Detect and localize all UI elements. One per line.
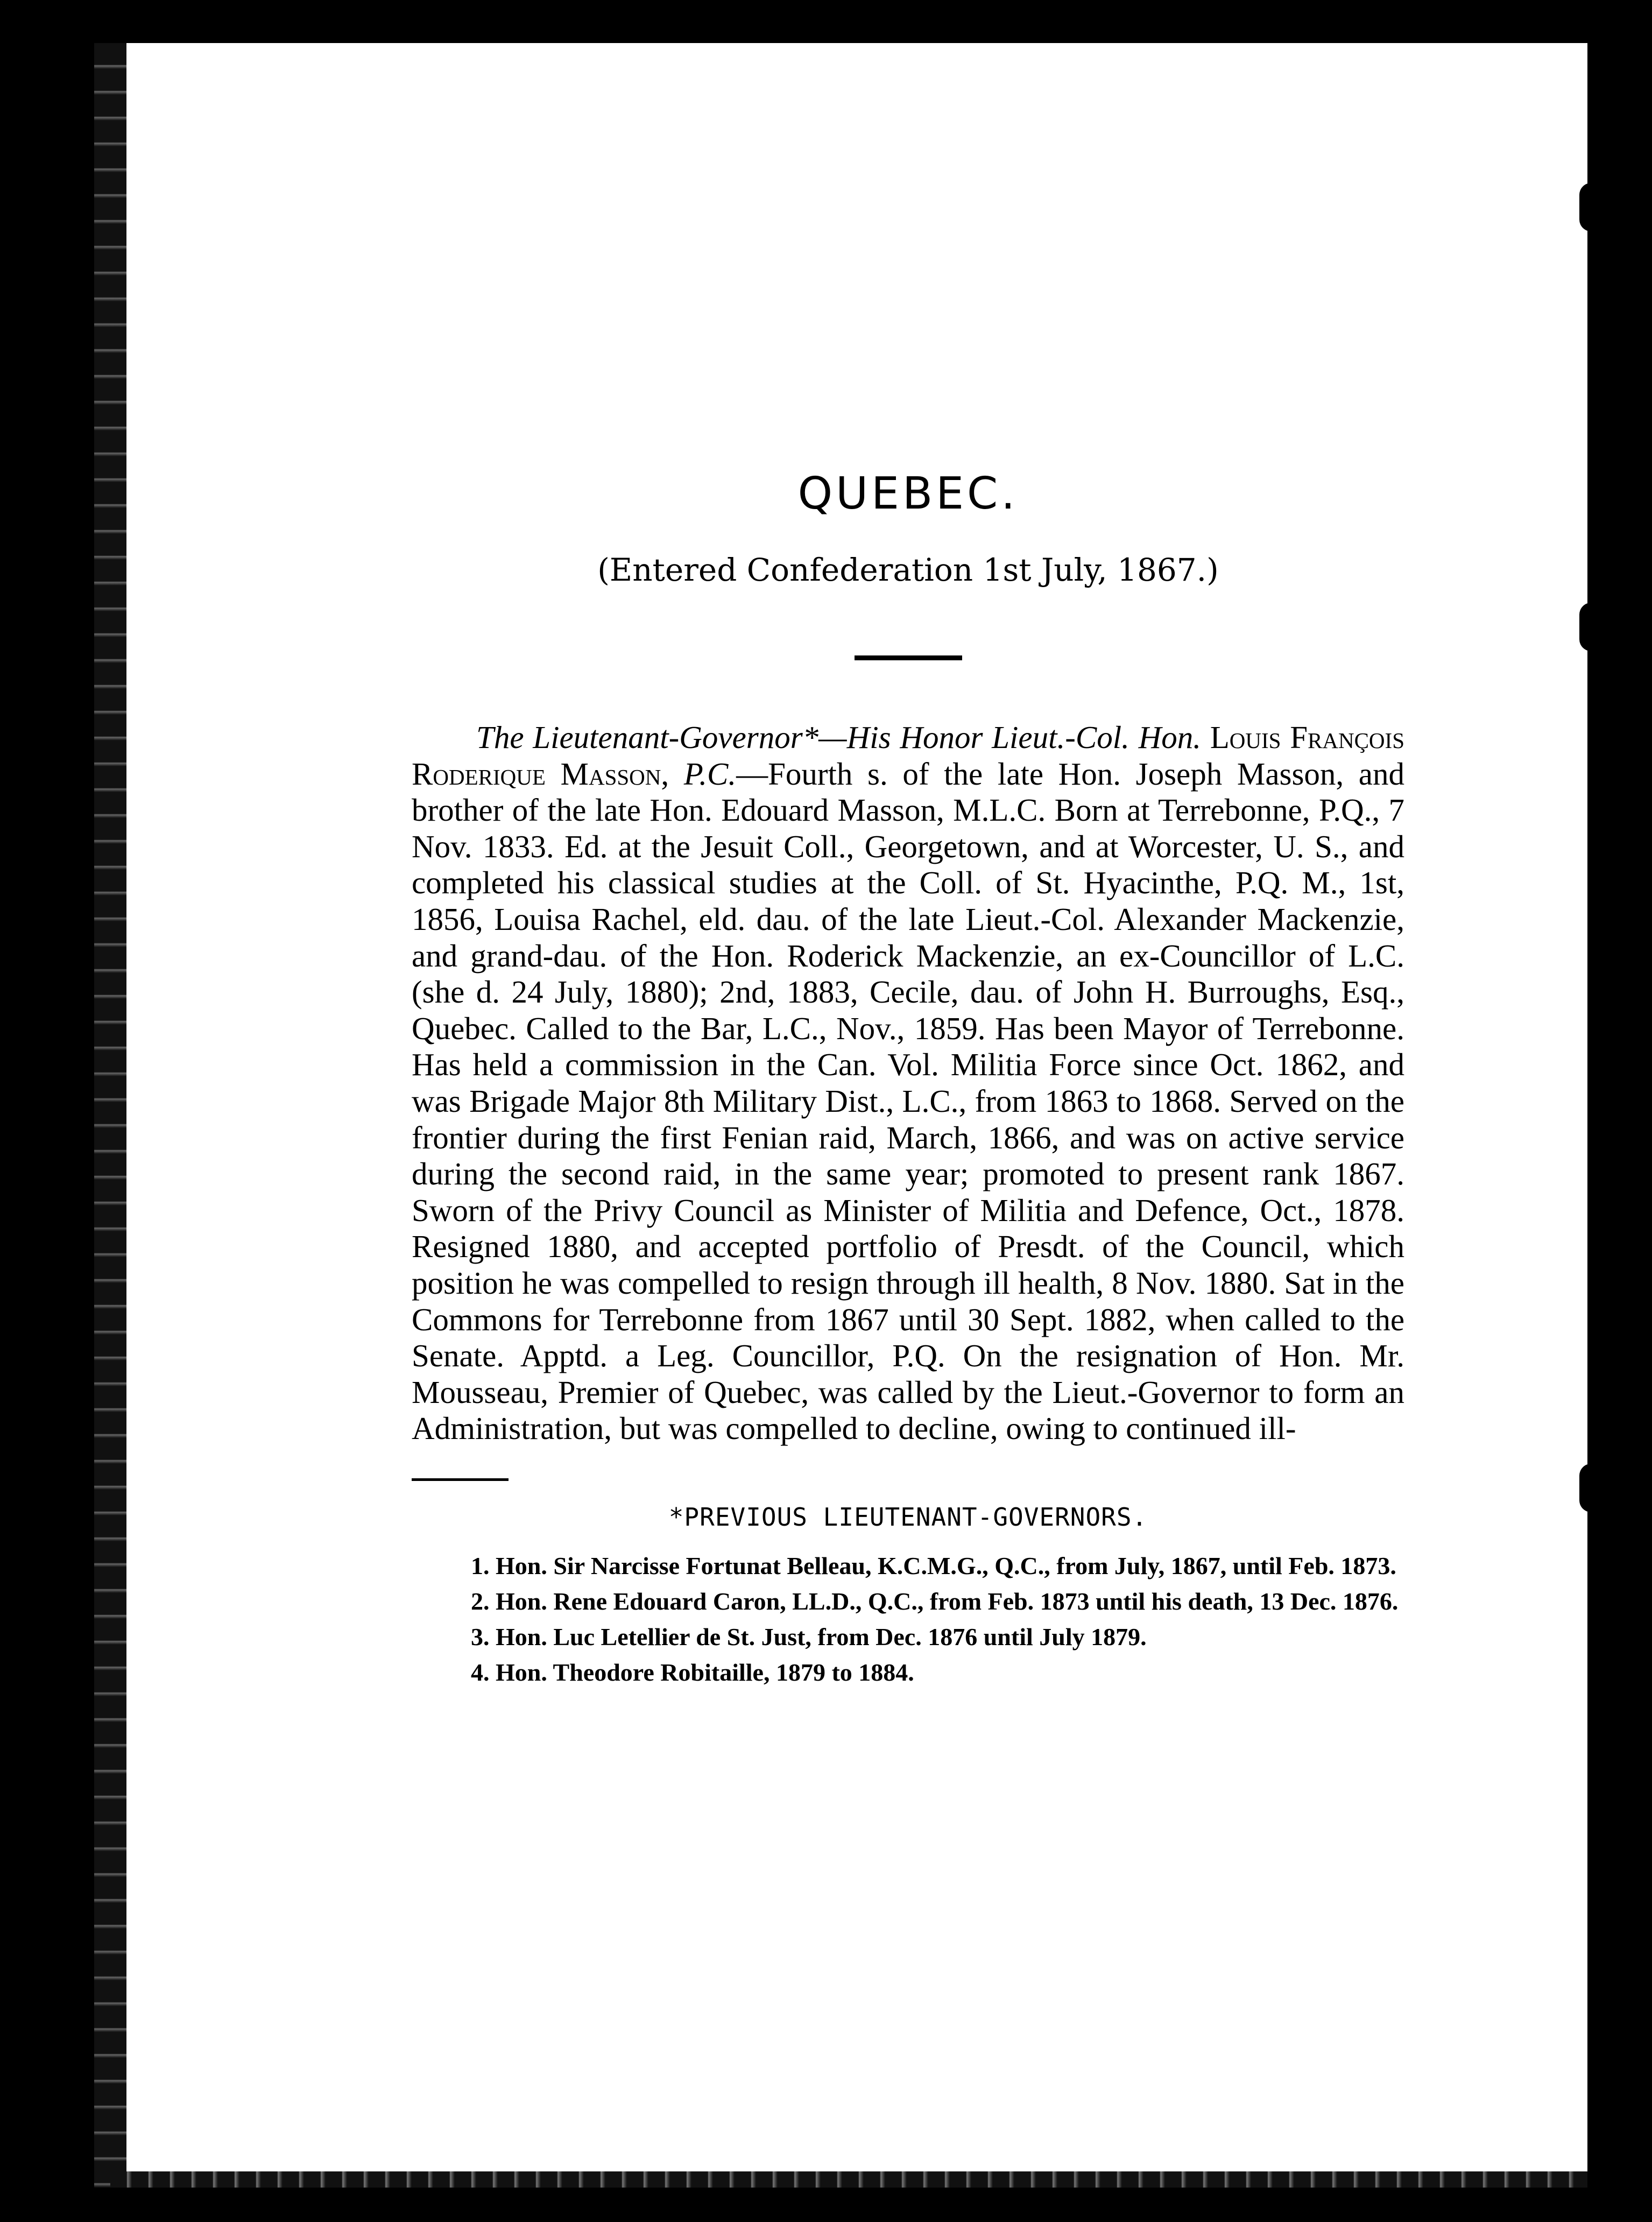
entry-text: —Fourth s. of the late Hon. Joseph Masson, and brother of the late Hon. Edouard Masson, M.L.C. Born at Terrebonne, P.Q., 7 Nov. 1833. Ed. at the Jesuit Coll., Georgetown, and at Worcester, U. S., and completed his classical studies at the Coll. of St. Hyacinthe, P.Q. M., 1st, 1856, Louisa Rachel, eld. dau. of the late Lieut.-Col. Alexander Mackenzie, and grand-dau. of the Hon. Roderick Mackenzie, an ex-Councillor of L.C. (she d. 24 July, 1880); 2nd, 1883, Cecile, dau. of John H. Burroughs, Esq., Quebec. Called to the Bar, L.C., Nov., 1859. Has been Mayor of Terrebonne. Has held a commission in the Can. Vol. Militia Force since Oct. 1862, and was Brigade Major 8th Military Dist., L.C., from 1863 to 1868. Served on the frontier during the first Fenian raid, March, 1866, and was on active service during the second raid, in the same year; promoted to present rank 1867. Sworn of the Privy Council as Minister of Militia and Defence, Oct., 1878. Resigned 1880, and accepted portfolio of Presdt. of the Council, which position he was compelled to resign through ill health, 8 Nov. 1880. Sat in the Commons for Terrebonne from 1867 until 30 Sept. 1882, when called to the Senate. Apptd. a Leg. Councillor, P.Q. On the resignation of Hon. Mr. Mousseau, Premier of Quebec, was called by the Lieut.-Governor to form an Administration, but was compelled to decline, owing to continued ill-: [412, 756, 1404, 1447]
biography-paragraph: [412, 719, 1404, 1447]
page-subtitle: (Entered Confederation 1st July, 1867.): [597, 552, 1219, 588]
footnote-item: 1. Hon. Sir Narcisse Fortunat Belleau, K.C.M.G., Q.C., from July, 1867, until Feb. 1873.: [471, 1551, 1396, 1579]
title-rule: [855, 655, 962, 660]
page-title: QUEBEC.: [797, 468, 1019, 519]
footnote-item: 2. Hon. Rene Edouard Caron, LL.D., Q.C., from Feb. 1873 until his death, 13 Dec. 1876.: [471, 1587, 1399, 1615]
binding-clip-top: [1579, 183, 1604, 231]
entry-post-nominal: P.C.: [683, 756, 737, 792]
entry-lead: The Lieutenant-Governor*—His Honor Lieut.-Col. Hon.: [476, 719, 1201, 755]
binding-clip-middle: [1579, 603, 1604, 651]
left-binding-edge: [94, 43, 126, 2188]
entry-name: Louis François Roderique Masson,: [412, 719, 1404, 792]
footnote-heading: *PREVIOUS LIEUTENANT-GOVERNORS.: [668, 1502, 1148, 1532]
footnote-item: 3. Hon. Luc Letellier de St. Just, from Dec. 1876 until July 1879.: [471, 1623, 1147, 1650]
bottom-binding-edge: [110, 2171, 1587, 2188]
right-page-edge: [1587, 43, 1597, 2188]
footnote-item: 4. Hon. Theodore Robitaille, 1879 to 1884.: [471, 1658, 914, 1686]
footnote-rule: [412, 1478, 509, 1481]
binding-clip-lower: [1579, 1464, 1604, 1512]
page-content: [412, 468, 1404, 1694]
